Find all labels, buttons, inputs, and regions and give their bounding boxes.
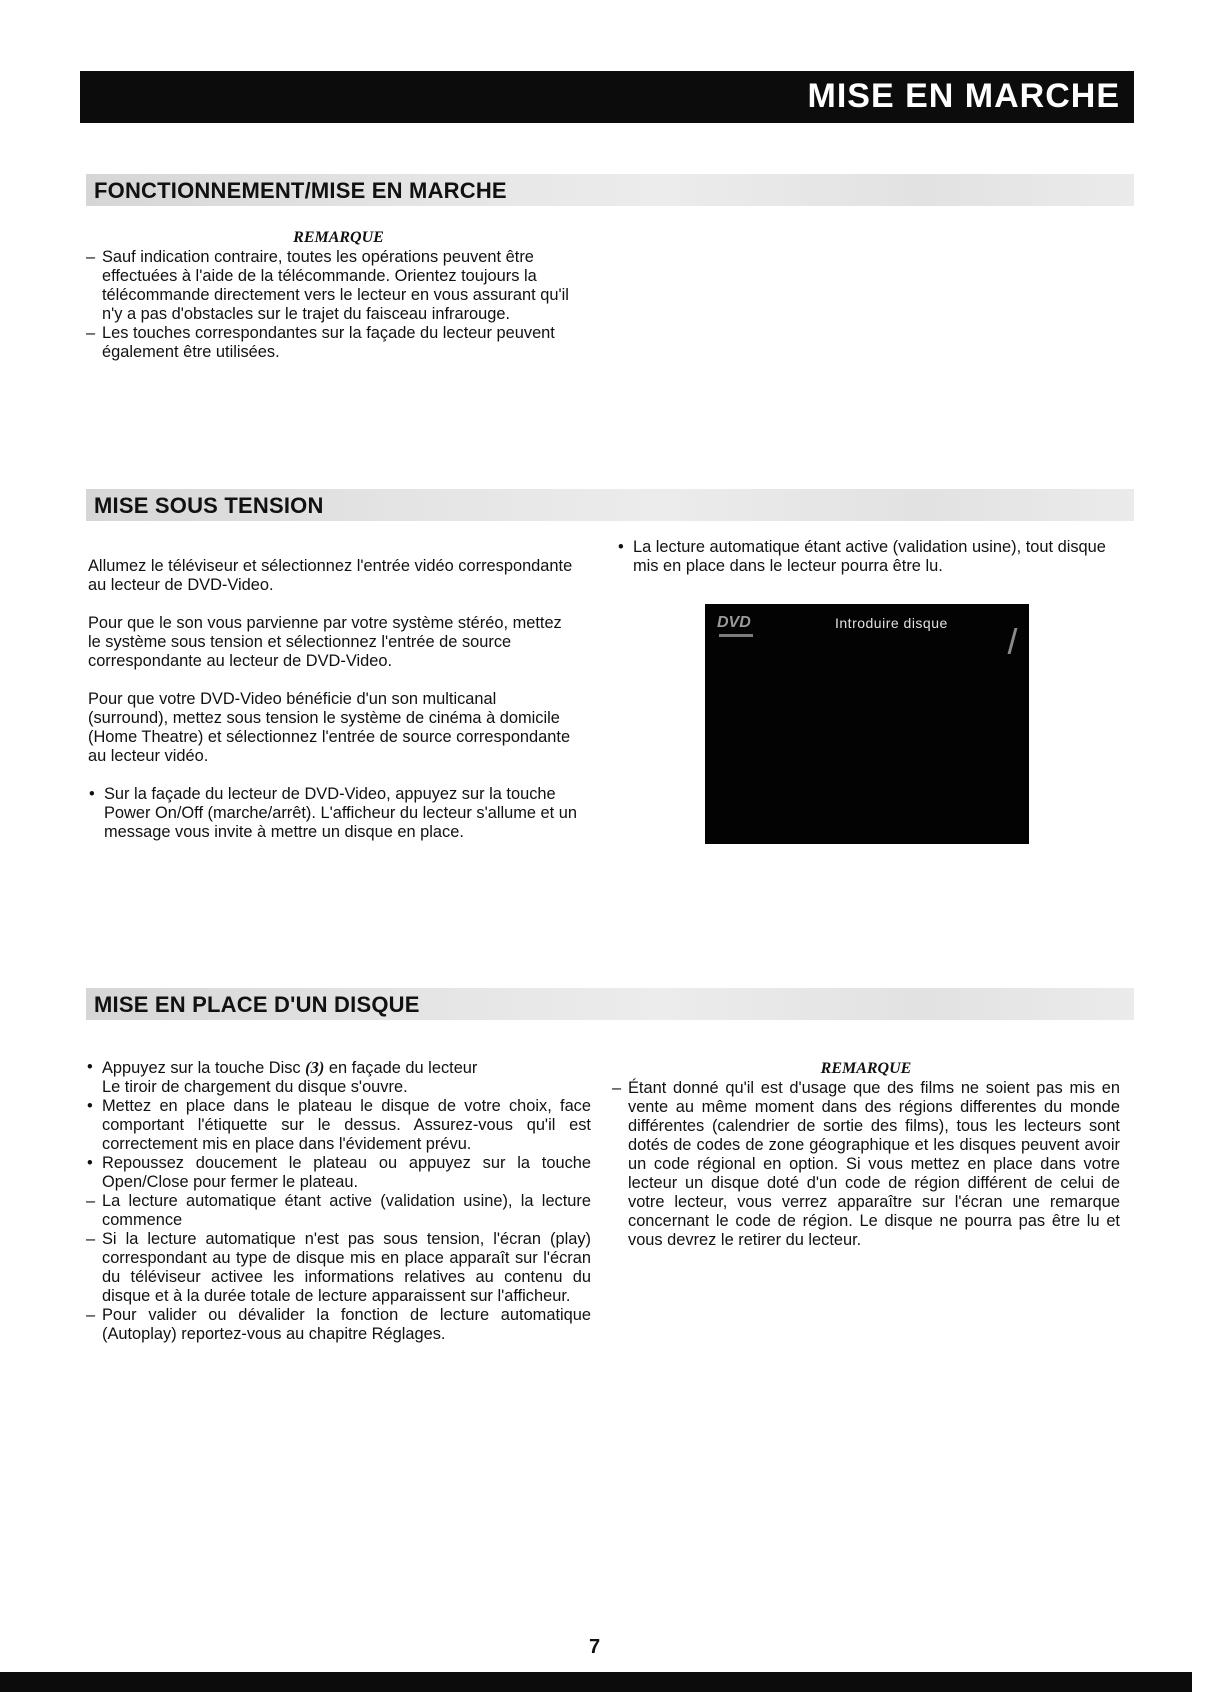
bullet-item: • La lecture automatique étant active (validation usine), tout disque mis en place dans le lecteur pourra être lu. <box>617 538 1117 576</box>
section-heading-fonctionnement <box>86 174 1134 206</box>
footer-bar <box>0 1672 1192 1692</box>
bullet-list <box>88 785 578 842</box>
bullet-item: • Repoussez doucement le plateau ou appuyez sur la touche Open/Close pour fermer le plateau. <box>86 1154 591 1192</box>
text: Le tiroir de chargement du disque s'ouvre. <box>102 1078 408 1096</box>
section2-right-column <box>617 538 1117 576</box>
tv-screen-image <box>705 604 1029 844</box>
dash-item: – La lecture automatique étant active (validation usine), la lecture commence <box>86 1192 591 1230</box>
section3-right-column <box>612 1059 1120 1250</box>
remarque-heading: REMARQUE <box>293 229 384 246</box>
text: en façade du lecteur <box>324 1059 478 1077</box>
paragraph: Allumez le téléviseur et sélectionnez l'entrée vidéo correspondante au lecteur de DVD-Video. <box>88 557 573 594</box>
dash-list <box>86 1192 591 1344</box>
bullet-list <box>617 538 1117 576</box>
page-number: 7 <box>589 1636 601 1658</box>
paragraph: Pour que votre DVD-Video bénéficie d'un son multicanal (surround), mettez sous tension le système de cinéma à domicile (Home Theatre) et sélectionnez l'entrée de source correspondante au lecteur vidéo. <box>88 690 571 765</box>
bullet-item <box>86 1058 591 1097</box>
bullet-item: • Sur la façade du lecteur de DVD-Video, appuyez sur la touche Power On/Off (marche/arrêt). L'afficheur du lecteur s'allume et un message vous invite à mettre un disque en place. <box>88 785 578 842</box>
note-list <box>612 1079 1120 1250</box>
section3-left-column <box>86 1058 591 1344</box>
section-heading-mise-sous-tension <box>86 489 1134 521</box>
text: Appuyez sur la touche Disc <box>102 1059 306 1077</box>
dvd-logo-disc-icon <box>719 634 753 637</box>
bullet-item: • Mettez en place dans le plateau le disque de votre choix, face comportant l'étiquette sur le dessus. Assurez-vous qu'il est correctement mis en place dans l'évidement prévu. <box>86 1097 591 1154</box>
screen-message: Introduire disque <box>835 615 948 631</box>
note-list <box>86 248 591 362</box>
remarque-heading: REMARQUE <box>820 1060 912 1077</box>
section1-note <box>86 228 591 362</box>
dash-item: – Si la lecture automatique n'est pas sous tension, l'écran (play) correspondant au type de disque mis en place apparaît sur l'écran du téléviseur activee les informations relatives au contenu du disque et à la durée totale de lecture apparaissent sur l'afficheur. <box>86 1230 591 1306</box>
dvd-logo: DVD <box>717 614 751 631</box>
section-title: FONCTIONNEMENT/MISE EN MARCHE <box>94 178 507 203</box>
section-title: MISE SOUS TENSION <box>94 493 324 518</box>
bullet-list <box>86 1058 591 1192</box>
note-item: – Les touches correspondantes sur la façade du lecteur peuvent également être utilisées. <box>86 324 591 362</box>
section-title: MISE EN PLACE D'UN DISQUE <box>94 992 420 1017</box>
header-bar <box>80 71 1134 123</box>
disc-key-ref: (3) <box>305 1058 325 1077</box>
page-title: MISE EN MARCHE <box>807 77 1120 115</box>
section-heading-mise-en-place <box>86 988 1134 1020</box>
dash-item: – Pour valider ou dévalider la fonction de lecture automatique (Autoplay) reportez-vous au chapitre Réglages. <box>86 1306 591 1344</box>
section2-left-column <box>88 557 578 842</box>
note-item: – Sauf indication contraire, toutes les opérations peuvent être effectuées à l'aide de la télécommande. Orientez toujours la télécommande directement vers le lecteur en vous assurant qu'il n'y a pas d'obstacles sur le trajet du faisceau infrarouge. <box>86 248 591 324</box>
note-item: – Étant donné qu'il est d'usage que des films ne soient pas mis en vente au même moment dans des régions differentes du monde différentes (calendrier de sortie des films), tous les lecteurs sont dotés de codes de zone géographique et les disques peuvent avoir un code régional en option. Si vous mettez en place dans votre lecteur un disque doté d'un code de région différent de celui de votre lecteur, vous verrez apparaître sur l'écran une remarque concernant le code de région. Le disque ne pourra pas être lu et vous devrez le retirer du lecteur. <box>612 1079 1120 1250</box>
paragraph: Pour que le son vous parvienne par votre système stéréo, mettez le système sous tension et sélectionnez l'entrée de source correspondante au lecteur de DVD-Video. <box>88 614 562 670</box>
disc-edge-icon <box>1008 628 1018 654</box>
